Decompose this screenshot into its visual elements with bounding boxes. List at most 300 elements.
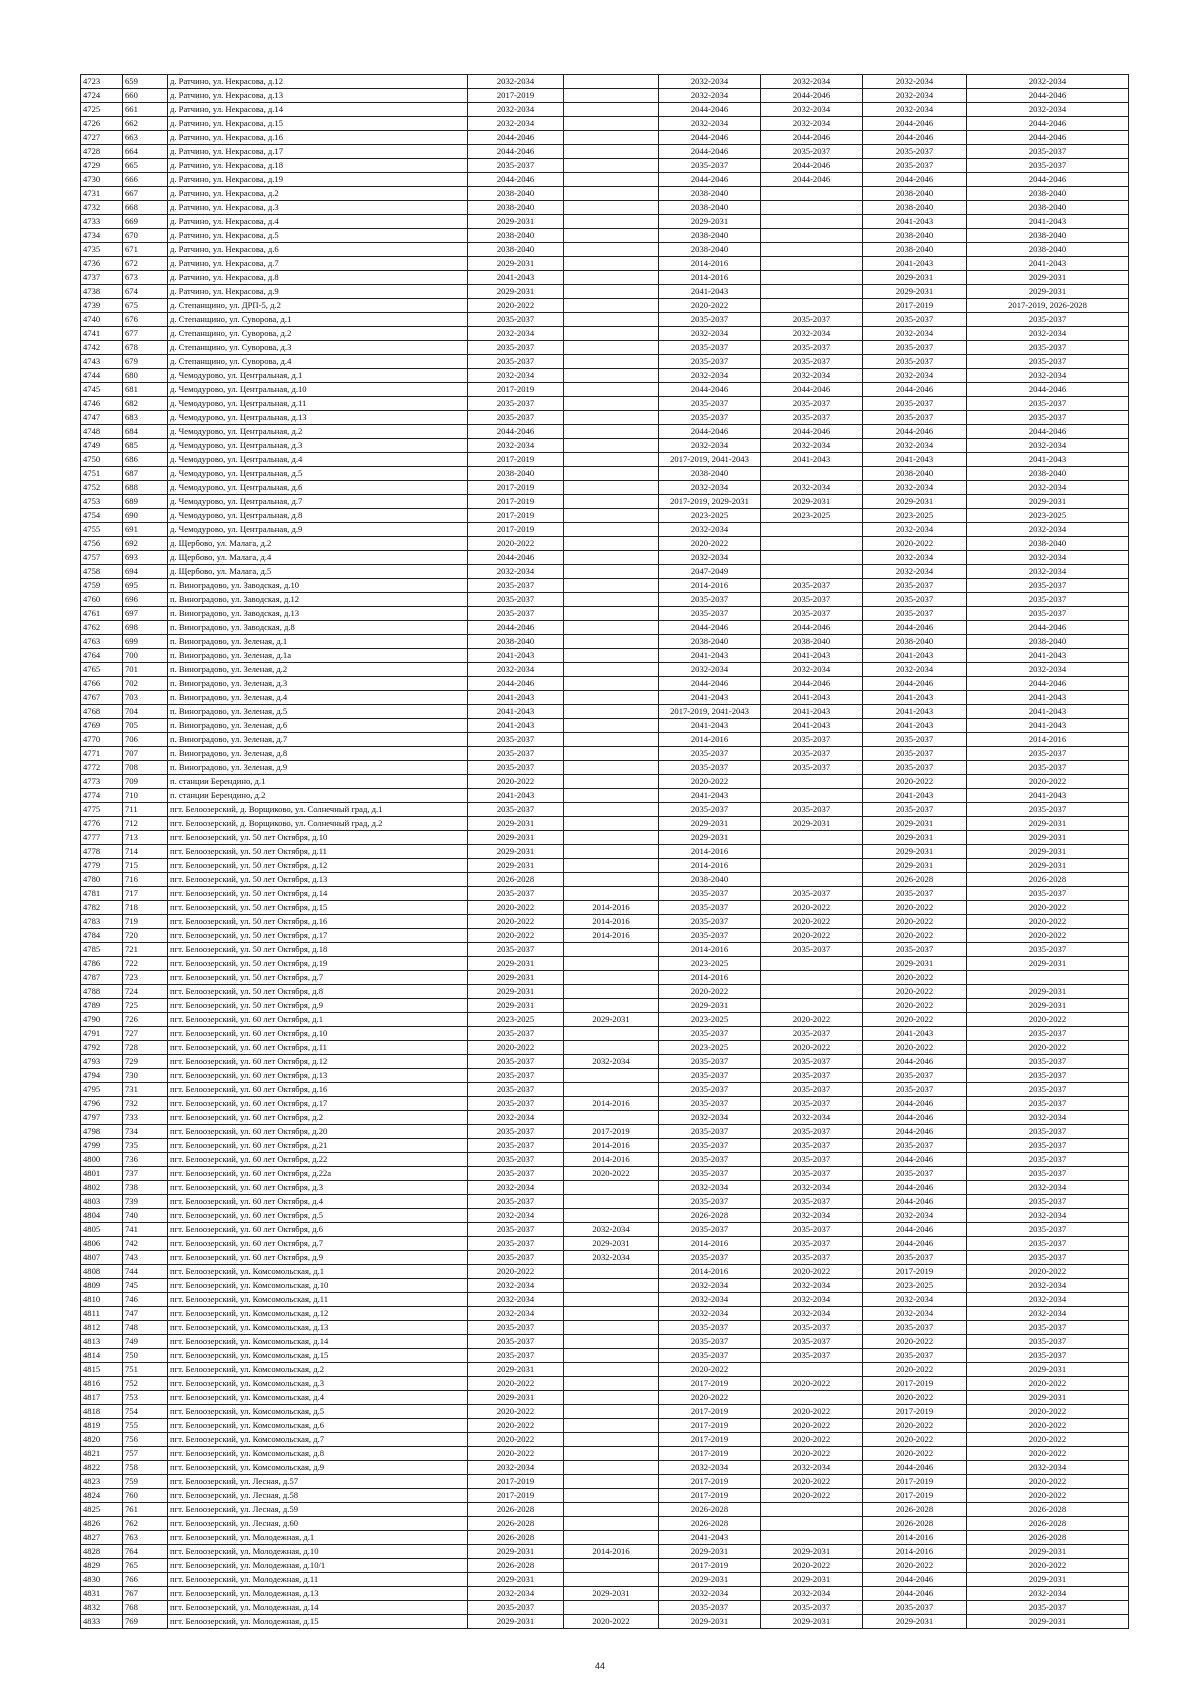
- period-2-cell: [564, 775, 659, 789]
- table-row: [81, 75, 1129, 89]
- house-id-cell: 669: [123, 215, 168, 229]
- period-4-cell: 2020-2022: [761, 1013, 863, 1027]
- period-3-cell: 2032-2034: [659, 523, 761, 537]
- period-2-cell: [564, 817, 659, 831]
- row-number-cell: 4745: [81, 383, 123, 397]
- period-2-cell: 2014-2016: [564, 929, 659, 943]
- period-5-cell: 2032-2034: [863, 369, 967, 383]
- table-row: [81, 1573, 1129, 1587]
- table-row: [81, 1153, 1129, 1167]
- table-row: [81, 705, 1129, 719]
- period-1-cell: 2020-2022: [468, 1265, 564, 1279]
- row-number-cell: 4749: [81, 439, 123, 453]
- house-id-cell: 732: [123, 1097, 168, 1111]
- house-id-cell: 731: [123, 1083, 168, 1097]
- period-2-cell: [564, 1475, 659, 1489]
- period-5-cell: 2035-2037: [863, 159, 967, 173]
- period-4-cell: 2020-2022: [761, 901, 863, 915]
- house-id-cell: 752: [123, 1377, 168, 1391]
- period-4-cell: 2041-2043: [761, 691, 863, 705]
- table-row: [81, 1391, 1129, 1405]
- period-2-cell: [564, 1405, 659, 1419]
- period-3-cell: 2035-2037: [659, 355, 761, 369]
- row-number-cell: 4808: [81, 1265, 123, 1279]
- period-6-cell: 2044-2046: [967, 383, 1129, 397]
- house-id-cell: 661: [123, 103, 168, 117]
- period-3-cell: 2029-2031: [659, 817, 761, 831]
- period-5-cell: 2023-2025: [863, 509, 967, 523]
- house-id-cell: 760: [123, 1489, 168, 1503]
- period-5-cell: 2044-2046: [863, 1111, 967, 1125]
- period-4-cell: 2044-2046: [761, 159, 863, 173]
- period-3-cell: 2032-2034: [659, 117, 761, 131]
- period-6-cell: 2032-2034: [967, 1209, 1129, 1223]
- period-1-cell: 2041-2043: [468, 649, 564, 663]
- period-1-cell: 2041-2043: [468, 271, 564, 285]
- table-row: [81, 131, 1129, 145]
- period-3-cell: 2032-2034: [659, 1293, 761, 1307]
- period-5-cell: 2035-2037: [863, 887, 967, 901]
- period-1-cell: 2041-2043: [468, 789, 564, 803]
- period-2-cell: [564, 327, 659, 341]
- address-cell: пгт. Белоозерский, ул. 60 лет Октября, д.2: [168, 1111, 468, 1125]
- period-5-cell: 2026-2028: [863, 873, 967, 887]
- row-number-cell: 4818: [81, 1405, 123, 1419]
- period-6-cell: 2029-2031: [967, 1545, 1129, 1559]
- period-2-cell: [564, 1083, 659, 1097]
- period-6-cell: 2035-2037: [967, 1027, 1129, 1041]
- period-6-cell: 2035-2037: [967, 761, 1129, 775]
- document-sheet: [80, 74, 1128, 1629]
- address-cell: д. Степанщино, ул. Суворова, д.4: [168, 355, 468, 369]
- address-cell: пгт. Белоозерский, ул. 50 лет Октября, д.19: [168, 957, 468, 971]
- row-number-cell: 4773: [81, 775, 123, 789]
- house-id-cell: 723: [123, 971, 168, 985]
- address-cell: д. Степанщино, ул. Суворова, д.1: [168, 313, 468, 327]
- table-row: [81, 915, 1129, 929]
- period-4-cell: 2035-2037: [761, 1083, 863, 1097]
- period-6-cell: 2035-2037: [967, 1349, 1129, 1363]
- address-cell: пгт. Белоозерский, ул. 60 лет Октября, д.9: [168, 1251, 468, 1265]
- house-id-cell: 768: [123, 1601, 168, 1615]
- address-cell: п. Виноградово, ул. Заводская, д.12: [168, 593, 468, 607]
- period-3-cell: 2032-2034: [659, 327, 761, 341]
- table-row: [81, 1419, 1129, 1433]
- address-cell: пгт. Белоозерский, ул. Комсомольская, д.7: [168, 1433, 468, 1447]
- house-id-cell: 747: [123, 1307, 168, 1321]
- period-5-cell: 2041-2043: [863, 649, 967, 663]
- period-4-cell: [761, 467, 863, 481]
- period-5-cell: 2020-2022: [863, 985, 967, 999]
- period-6-cell: 2038-2040: [967, 229, 1129, 243]
- period-1-cell: 2035-2037: [468, 747, 564, 761]
- period-5-cell: 2020-2022: [863, 1363, 967, 1377]
- period-6-cell: 2035-2037: [967, 1055, 1129, 1069]
- house-id-cell: 734: [123, 1125, 168, 1139]
- period-4-cell: 2029-2031: [761, 495, 863, 509]
- row-number-cell: 4800: [81, 1153, 123, 1167]
- period-4-cell: 2035-2037: [761, 1027, 863, 1041]
- row-number-cell: 4795: [81, 1083, 123, 1097]
- period-4-cell: 2020-2022: [761, 1559, 863, 1573]
- period-3-cell: 2020-2022: [659, 537, 761, 551]
- table-row: [81, 215, 1129, 229]
- period-3-cell: 2032-2034: [659, 481, 761, 495]
- period-2-cell: [564, 1489, 659, 1503]
- row-number-cell: 4755: [81, 523, 123, 537]
- address-cell: пгт. Белоозерский, ул. Комсомольская, д.12: [168, 1307, 468, 1321]
- period-5-cell: 2044-2046: [863, 621, 967, 635]
- period-5-cell: 2035-2037: [863, 747, 967, 761]
- period-1-cell: 2032-2034: [468, 663, 564, 677]
- period-6-cell: 2032-2034: [967, 369, 1129, 383]
- address-cell: пгт. Белоозерский, д. Ворщиково, ул. Солнечный град, д.1: [168, 803, 468, 817]
- period-5-cell: 2032-2034: [863, 1209, 967, 1223]
- address-cell: пгт. Белоозерский, ул. 60 лет Октября, д.22: [168, 1153, 468, 1167]
- table-row: [81, 145, 1129, 159]
- period-4-cell: 2044-2046: [761, 383, 863, 397]
- period-4-cell: 2044-2046: [761, 89, 863, 103]
- house-id-cell: 719: [123, 915, 168, 929]
- period-6-cell: 2032-2034: [967, 1111, 1129, 1125]
- period-1-cell: 2032-2034: [468, 1111, 564, 1125]
- period-1-cell: 2032-2034: [468, 103, 564, 117]
- period-3-cell: 2035-2037: [659, 1335, 761, 1349]
- period-5-cell: 2035-2037: [863, 1083, 967, 1097]
- table-row: [81, 439, 1129, 453]
- house-id-cell: 718: [123, 901, 168, 915]
- house-id-cell: 705: [123, 719, 168, 733]
- period-3-cell: 2038-2040: [659, 229, 761, 243]
- period-6-cell: 2020-2022: [967, 915, 1129, 929]
- house-id-cell: 767: [123, 1587, 168, 1601]
- period-5-cell: 2041-2043: [863, 719, 967, 733]
- period-2-cell: [564, 439, 659, 453]
- address-cell: д. Чемодурово, ул. Центральная, д.1: [168, 369, 468, 383]
- period-4-cell: 2035-2037: [761, 1601, 863, 1615]
- address-cell: пгт. Белоозерский, ул. 50 лет Октября, д.18: [168, 943, 468, 957]
- period-1-cell: 2044-2046: [468, 131, 564, 145]
- period-4-cell: 2035-2037: [761, 1153, 863, 1167]
- period-3-cell: 2020-2022: [659, 1363, 761, 1377]
- period-5-cell: 2029-2031: [863, 495, 967, 509]
- period-5-cell: 2029-2031: [863, 285, 967, 299]
- house-id-cell: 702: [123, 677, 168, 691]
- period-6-cell: 2035-2037: [967, 1601, 1129, 1615]
- period-3-cell: 2044-2046: [659, 425, 761, 439]
- row-number-cell: 4751: [81, 467, 123, 481]
- address-cell: д. Ратчино, ул. Некрасова, д.13: [168, 89, 468, 103]
- period-5-cell: 2017-2019: [863, 1377, 967, 1391]
- house-id-cell: 762: [123, 1517, 168, 1531]
- period-2-cell: [564, 705, 659, 719]
- period-1-cell: 2029-2031: [468, 817, 564, 831]
- house-id-cell: 757: [123, 1447, 168, 1461]
- house-id-cell: 673: [123, 271, 168, 285]
- period-6-cell: 2035-2037: [967, 803, 1129, 817]
- row-number-cell: 4747: [81, 411, 123, 425]
- address-cell: пгт. Белоозерский, ул. 60 лет Октября, д.16: [168, 1083, 468, 1097]
- house-id-cell: 691: [123, 523, 168, 537]
- period-3-cell: 2020-2022: [659, 299, 761, 313]
- period-1-cell: 2035-2037: [468, 1237, 564, 1251]
- row-number-cell: 4727: [81, 131, 123, 145]
- address-cell: п. станции Берендино, д.2: [168, 789, 468, 803]
- period-6-cell: 2020-2022: [967, 1013, 1129, 1027]
- period-3-cell: 2035-2037: [659, 1223, 761, 1237]
- address-cell: пгт. Белоозерский, ул. Молодежная, д.1: [168, 1531, 468, 1545]
- address-cell: п. Виноградово, ул. Зеленая, д.1а: [168, 649, 468, 663]
- period-5-cell: 2035-2037: [863, 1167, 967, 1181]
- period-5-cell: 2032-2034: [863, 439, 967, 453]
- period-2-cell: 2017-2019: [564, 1125, 659, 1139]
- period-5-cell: 2020-2022: [863, 1559, 967, 1573]
- period-2-cell: [564, 299, 659, 313]
- period-2-cell: [564, 481, 659, 495]
- period-2-cell: [564, 1069, 659, 1083]
- address-cell: пгт. Белоозерский, ул. 60 лет Октября, д.13: [168, 1069, 468, 1083]
- address-cell: пгт. Белоозерский, ул. 60 лет Октября, д.1: [168, 1013, 468, 1027]
- period-2-cell: [564, 1419, 659, 1433]
- period-6-cell: 2032-2034: [967, 1279, 1129, 1293]
- address-cell: д. Чемодурово, ул. Центральная, д.6: [168, 481, 468, 495]
- period-2-cell: [564, 271, 659, 285]
- address-cell: пгт. Белоозерский, ул. Комсомольская, д.9: [168, 1461, 468, 1475]
- period-6-cell: 2020-2022: [967, 1475, 1129, 1489]
- period-2-cell: [564, 859, 659, 873]
- period-5-cell: 2035-2037: [863, 411, 967, 425]
- period-3-cell: 2032-2034: [659, 1587, 761, 1601]
- row-number-cell: 4793: [81, 1055, 123, 1069]
- table-row: [81, 509, 1129, 523]
- period-1-cell: 2035-2037: [468, 1083, 564, 1097]
- row-number-cell: 4786: [81, 957, 123, 971]
- period-6-cell: 2038-2040: [967, 187, 1129, 201]
- period-3-cell: 2014-2016: [659, 943, 761, 957]
- address-cell: пгт. Белоозерский, ул. 50 лет Октября, д.17: [168, 929, 468, 943]
- address-cell: пгт. Белоозерский, ул. Молодежная, д.11: [168, 1573, 468, 1587]
- period-5-cell: 2029-2031: [863, 817, 967, 831]
- house-id-cell: 733: [123, 1111, 168, 1125]
- period-1-cell: 2020-2022: [468, 299, 564, 313]
- period-6-cell: 2035-2037: [967, 1097, 1129, 1111]
- row-number-cell: 4789: [81, 999, 123, 1013]
- row-number-cell: 4787: [81, 971, 123, 985]
- period-5-cell: 2035-2037: [863, 943, 967, 957]
- table-row: [81, 1349, 1129, 1363]
- period-6-cell: 2020-2022: [967, 775, 1129, 789]
- period-4-cell: [761, 859, 863, 873]
- period-3-cell: 2035-2037: [659, 1601, 761, 1615]
- period-1-cell: 2029-2031: [468, 285, 564, 299]
- table-row: [81, 89, 1129, 103]
- period-1-cell: 2032-2034: [468, 1279, 564, 1293]
- period-5-cell: 2044-2046: [863, 1055, 967, 1069]
- address-cell: пгт. Белоозерский, ул. Комсомольская, д.10: [168, 1279, 468, 1293]
- housing-schedule-table: [80, 74, 1129, 1629]
- house-id-cell: 697: [123, 607, 168, 621]
- period-5-cell: 2020-2022: [863, 1419, 967, 1433]
- period-3-cell: 2032-2034: [659, 439, 761, 453]
- period-4-cell: 2020-2022: [761, 1489, 863, 1503]
- period-2-cell: [564, 537, 659, 551]
- period-6-cell: 2032-2034: [967, 523, 1129, 537]
- table-row: [81, 1055, 1129, 1069]
- period-5-cell: 2032-2034: [863, 565, 967, 579]
- address-cell: пгт. Белоозерский, ул. 60 лет Октября, д.10: [168, 1027, 468, 1041]
- period-4-cell: [761, 299, 863, 313]
- row-number-cell: 4732: [81, 201, 123, 215]
- row-number-cell: 4788: [81, 985, 123, 999]
- row-number-cell: 4814: [81, 1349, 123, 1363]
- period-3-cell: 2044-2046: [659, 383, 761, 397]
- period-5-cell: 2044-2046: [863, 117, 967, 131]
- house-id-cell: 695: [123, 579, 168, 593]
- table-row: [81, 1447, 1129, 1461]
- row-number-cell: 4734: [81, 229, 123, 243]
- period-2-cell: [564, 1573, 659, 1587]
- house-id-cell: 693: [123, 551, 168, 565]
- period-1-cell: 2032-2034: [468, 565, 564, 579]
- period-6-cell: 2038-2040: [967, 467, 1129, 481]
- period-1-cell: 2026-2028: [468, 1517, 564, 1531]
- house-id-cell: 677: [123, 327, 168, 341]
- period-4-cell: 2038-2040: [761, 635, 863, 649]
- period-4-cell: 2044-2046: [761, 131, 863, 145]
- period-5-cell: 2020-2022: [863, 929, 967, 943]
- period-5-cell: 2038-2040: [863, 243, 967, 257]
- period-3-cell: 2044-2046: [659, 677, 761, 691]
- period-3-cell: 2035-2037: [659, 1083, 761, 1097]
- period-2-cell: [564, 523, 659, 537]
- period-4-cell: 2041-2043: [761, 649, 863, 663]
- table-row: [81, 537, 1129, 551]
- period-6-cell: 2035-2037: [967, 145, 1129, 159]
- period-1-cell: 2017-2019: [468, 89, 564, 103]
- period-5-cell: 2020-2022: [863, 1433, 967, 1447]
- house-id-cell: 738: [123, 1181, 168, 1195]
- period-2-cell: [564, 131, 659, 145]
- period-2-cell: [564, 1377, 659, 1391]
- period-2-cell: [564, 313, 659, 327]
- house-id-cell: 711: [123, 803, 168, 817]
- table-row: [81, 313, 1129, 327]
- period-4-cell: 2032-2034: [761, 1293, 863, 1307]
- row-number-cell: 4731: [81, 187, 123, 201]
- row-number-cell: 4772: [81, 761, 123, 775]
- table-row: [81, 1265, 1129, 1279]
- row-number-cell: 4738: [81, 285, 123, 299]
- period-6-cell: 2035-2037: [967, 1223, 1129, 1237]
- table-row: [81, 621, 1129, 635]
- period-5-cell: 2041-2043: [863, 1027, 967, 1041]
- house-id-cell: 708: [123, 761, 168, 775]
- period-3-cell: 2032-2034: [659, 1461, 761, 1475]
- house-id-cell: 725: [123, 999, 168, 1013]
- address-cell: д. Ратчино, ул. Некрасова, д.19: [168, 173, 468, 187]
- period-2-cell: [564, 1027, 659, 1041]
- period-4-cell: [761, 201, 863, 215]
- table-row: [81, 649, 1129, 663]
- row-number-cell: 4729: [81, 159, 123, 173]
- period-5-cell: 2038-2040: [863, 467, 967, 481]
- period-2-cell: [564, 649, 659, 663]
- period-3-cell: 2017-2019, 2041-2043: [659, 705, 761, 719]
- period-2-cell: 2032-2034: [564, 1251, 659, 1265]
- period-3-cell: 2032-2034: [659, 551, 761, 565]
- house-id-cell: 769: [123, 1615, 168, 1629]
- period-2-cell: [564, 187, 659, 201]
- table-row: [81, 929, 1129, 943]
- period-2-cell: 2014-2016: [564, 915, 659, 929]
- table-row: [81, 159, 1129, 173]
- house-id-cell: 756: [123, 1433, 168, 1447]
- period-5-cell: 2020-2022: [863, 901, 967, 915]
- period-1-cell: 2044-2046: [468, 145, 564, 159]
- period-3-cell: 2014-2016: [659, 971, 761, 985]
- table-row: [81, 789, 1129, 803]
- period-4-cell: 2032-2034: [761, 481, 863, 495]
- period-3-cell: 2038-2040: [659, 243, 761, 257]
- period-5-cell: 2020-2022: [863, 1391, 967, 1405]
- house-id-cell: 744: [123, 1265, 168, 1279]
- period-2-cell: [564, 663, 659, 677]
- address-cell: пгт. Белоозерский, ул. 60 лет Октября, д.22а: [168, 1167, 468, 1181]
- row-number-cell: 4790: [81, 1013, 123, 1027]
- period-6-cell: 2020-2022: [967, 1433, 1129, 1447]
- period-2-cell: 2014-2016: [564, 1097, 659, 1111]
- period-2-cell: [564, 593, 659, 607]
- period-4-cell: 2020-2022: [761, 1265, 863, 1279]
- period-3-cell: 2044-2046: [659, 621, 761, 635]
- period-3-cell: 2038-2040: [659, 873, 761, 887]
- period-5-cell: 2020-2022: [863, 1013, 967, 1027]
- house-id-cell: 755: [123, 1419, 168, 1433]
- period-4-cell: [761, 257, 863, 271]
- period-3-cell: 2035-2037: [659, 803, 761, 817]
- row-number-cell: 4828: [81, 1545, 123, 1559]
- table-row: [81, 1601, 1129, 1615]
- period-5-cell: 2017-2019: [863, 1489, 967, 1503]
- page-number: 44: [594, 1661, 605, 1671]
- table-row: [81, 229, 1129, 243]
- period-5-cell: 2020-2022: [863, 971, 967, 985]
- period-4-cell: [761, 229, 863, 243]
- table-row: [81, 607, 1129, 621]
- row-number-cell: 4805: [81, 1223, 123, 1237]
- table-row: [81, 1223, 1129, 1237]
- address-cell: пгт. Белоозерский, ул. Комсомольская, д.13: [168, 1321, 468, 1335]
- period-4-cell: [761, 537, 863, 551]
- period-3-cell: 2035-2037: [659, 607, 761, 621]
- row-number-cell: 4802: [81, 1181, 123, 1195]
- address-cell: пгт. Белоозерский, ул. Комсомольская, д.5: [168, 1405, 468, 1419]
- house-id-cell: 679: [123, 355, 168, 369]
- period-4-cell: 2020-2022: [761, 915, 863, 929]
- table-row: [81, 677, 1129, 691]
- period-4-cell: [761, 565, 863, 579]
- period-4-cell: 2020-2022: [761, 1475, 863, 1489]
- row-number-cell: 4826: [81, 1517, 123, 1531]
- row-number-cell: 4783: [81, 915, 123, 929]
- period-1-cell: 2029-2031: [468, 1573, 564, 1587]
- table-row: [81, 1503, 1129, 1517]
- period-5-cell: 2044-2046: [863, 677, 967, 691]
- period-1-cell: 2035-2037: [468, 761, 564, 775]
- period-3-cell: 2032-2034: [659, 369, 761, 383]
- period-3-cell: 2029-2031: [659, 1545, 761, 1559]
- period-2-cell: [564, 1111, 659, 1125]
